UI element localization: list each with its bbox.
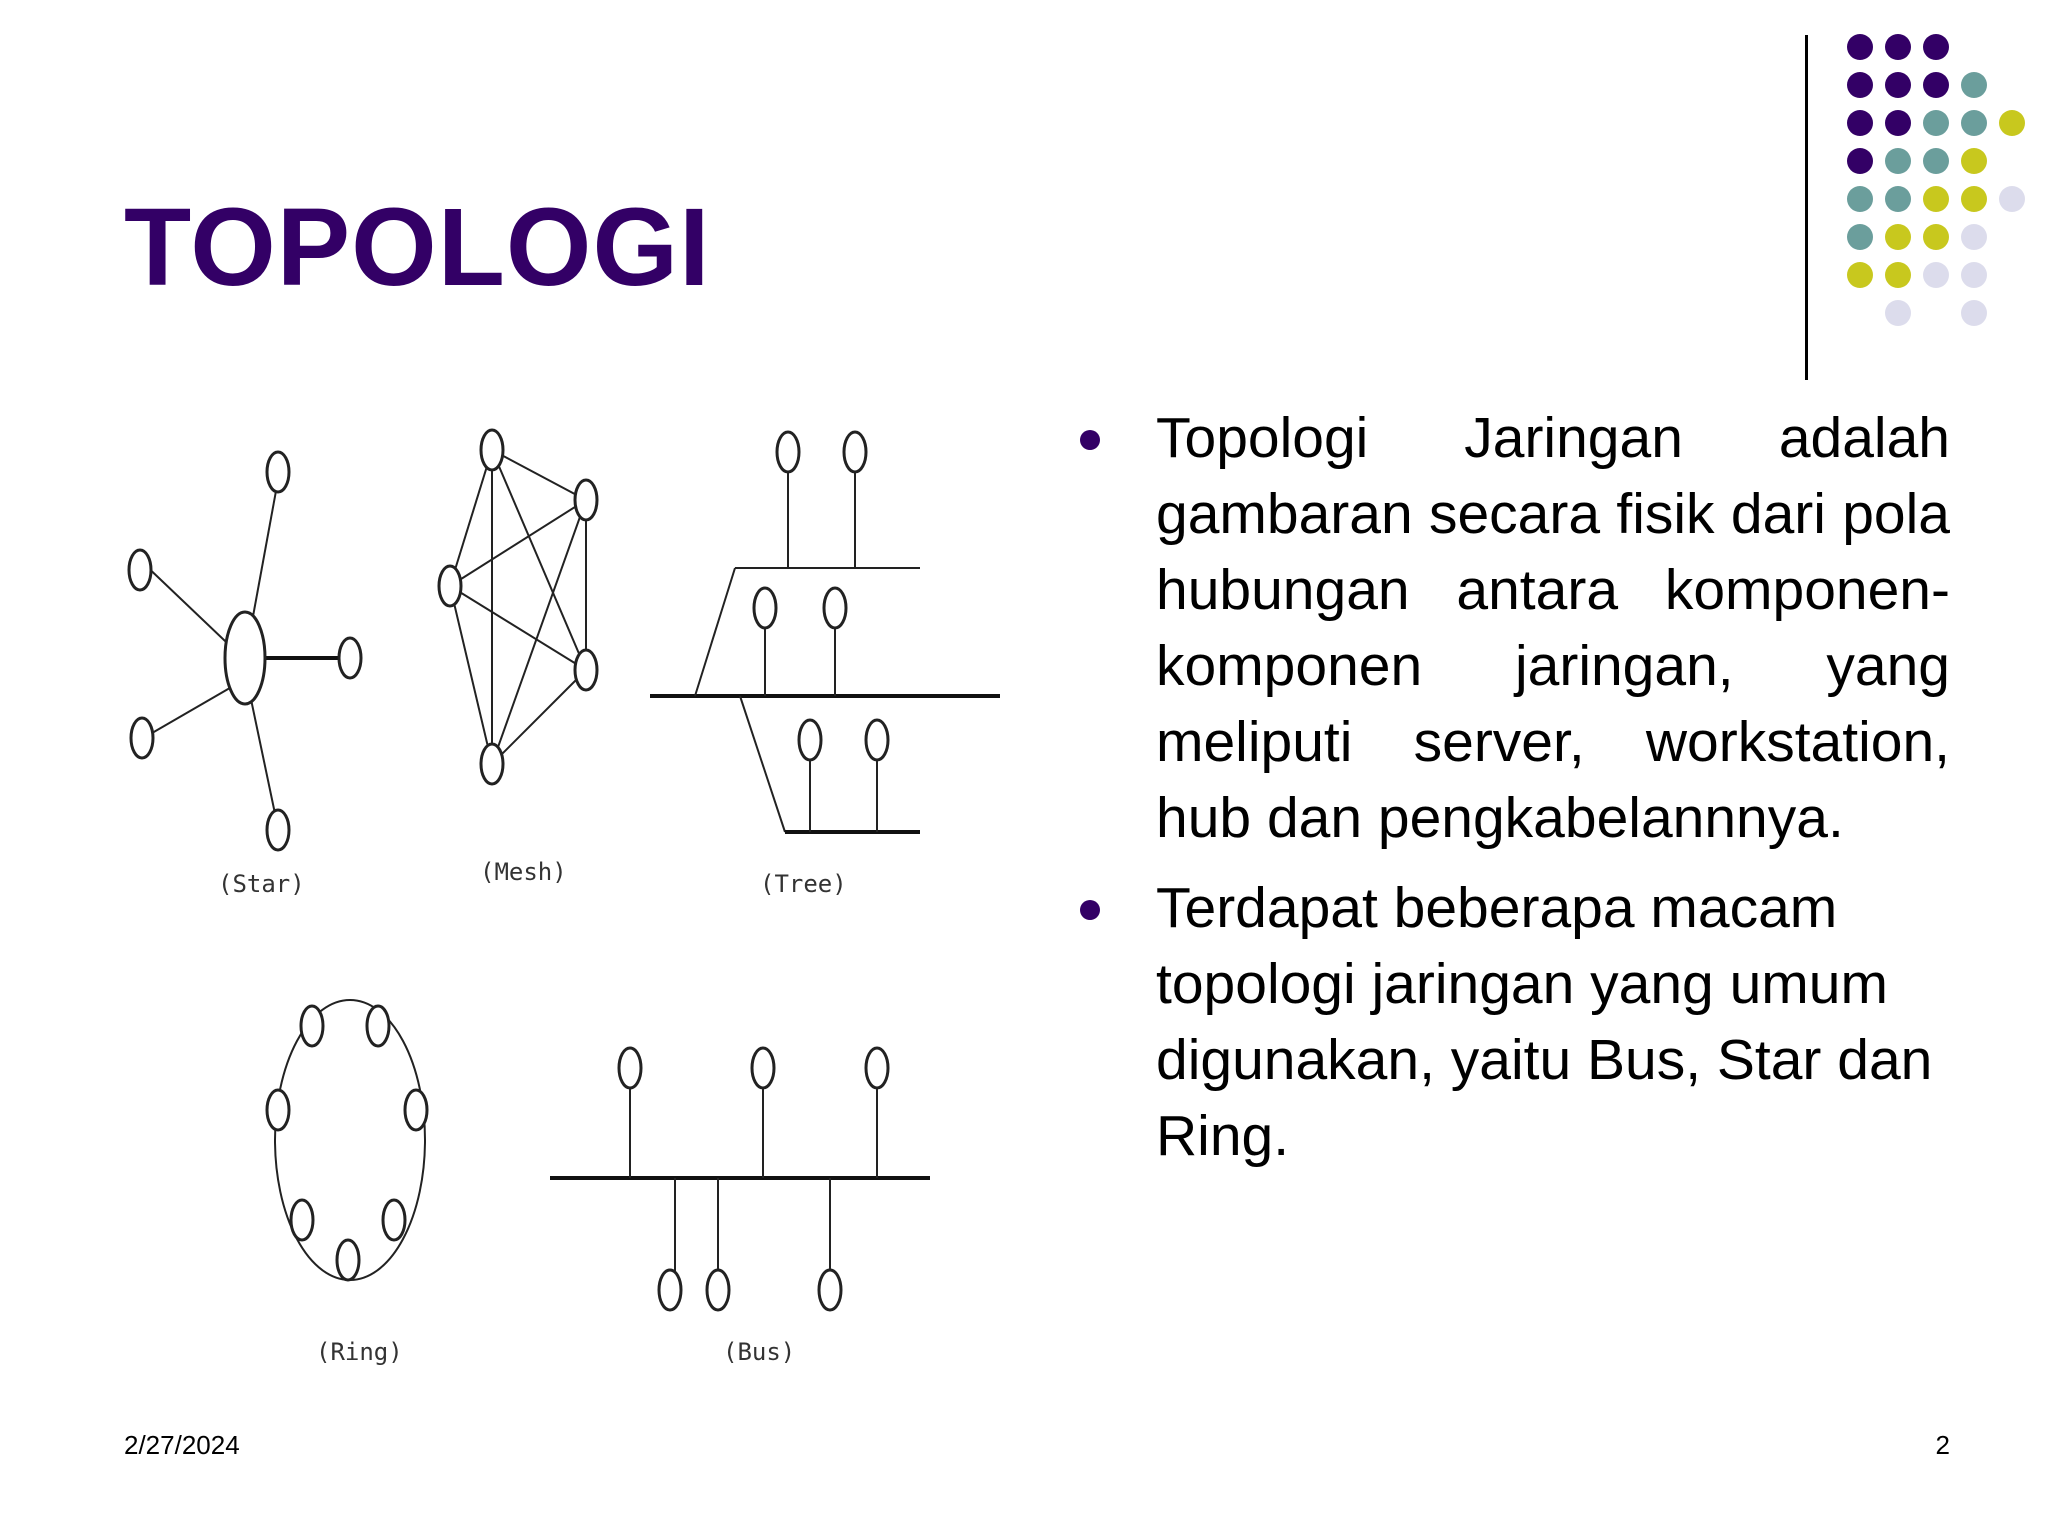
ring-topology xyxy=(267,1000,427,1366)
deco-dot xyxy=(1961,300,1987,326)
deco-dot xyxy=(1847,72,1873,98)
star-node xyxy=(131,718,153,758)
tree-topology xyxy=(650,432,1000,898)
bus-topology xyxy=(550,1048,930,1366)
deco-dot xyxy=(1923,224,1949,250)
star-node xyxy=(129,550,151,590)
ring-node xyxy=(337,1240,359,1280)
deco-dot xyxy=(1961,110,1987,136)
deco-dot xyxy=(1961,148,1987,174)
deco-dot xyxy=(1885,110,1911,136)
tree-node xyxy=(866,720,888,760)
bus-label: (Bus) xyxy=(723,1338,796,1366)
tree-node xyxy=(754,588,776,628)
tree-node xyxy=(777,432,799,472)
mesh-node xyxy=(575,480,597,520)
tree-node xyxy=(799,720,821,760)
bus-node xyxy=(752,1048,774,1088)
deco-dot xyxy=(1847,262,1873,288)
star-hub-node xyxy=(225,612,265,704)
tree-node xyxy=(824,588,846,628)
deco-dot xyxy=(1847,148,1873,174)
deco-dot xyxy=(1847,186,1873,212)
bus-node xyxy=(707,1270,729,1310)
deco-dot xyxy=(1885,186,1911,212)
deco-dot xyxy=(1847,34,1873,60)
deco-dot xyxy=(1885,34,1911,60)
mesh-node xyxy=(481,430,503,470)
bullet-item xyxy=(1080,400,1950,856)
bus-node xyxy=(659,1270,681,1310)
deco-dot xyxy=(1885,148,1911,174)
deco-dot xyxy=(1923,262,1949,288)
slide-title: TOPOLOGI xyxy=(124,186,711,309)
footer-page-number: 2 xyxy=(1935,1430,1950,1460)
mesh-node xyxy=(481,744,503,784)
mesh-node xyxy=(439,566,461,606)
deco-dot xyxy=(1999,110,2025,136)
deco-dot xyxy=(1923,186,1949,212)
bullet-text: Terdapat beberapa macam topologi jaringan yang umum digunakan, yaitu Bus, Star dan Ring. xyxy=(1156,876,1933,1168)
deco-dot xyxy=(1961,262,1987,288)
deco-dot xyxy=(1885,72,1911,98)
star-label: (Star) xyxy=(218,870,305,898)
ring-label: (Ring) xyxy=(316,1338,403,1366)
deco-dot xyxy=(1923,34,1949,60)
ring-node xyxy=(367,1006,389,1046)
star-node xyxy=(339,638,361,678)
mesh-topology xyxy=(439,430,597,886)
ring-node xyxy=(405,1090,427,1130)
deco-dot xyxy=(1885,300,1911,326)
deco-dot xyxy=(1847,110,1873,136)
deco-dot xyxy=(1923,72,1949,98)
topology-diagrams xyxy=(120,420,1020,1380)
deco-dot xyxy=(1885,262,1911,288)
title-divider-line xyxy=(1805,35,1808,380)
bus-node xyxy=(619,1048,641,1088)
bullet-dot-icon xyxy=(1080,430,1100,450)
star-topology xyxy=(129,452,361,898)
ring-node xyxy=(291,1200,313,1240)
deco-dot xyxy=(1923,148,1949,174)
deco-dot xyxy=(1885,224,1911,250)
deco-dot xyxy=(1961,186,1987,212)
deco-dot xyxy=(1847,224,1873,250)
ring-node xyxy=(301,1006,323,1046)
bus-node xyxy=(819,1270,841,1310)
bullet-text: Topologi Jaringan adalah gambaran secara fisik dari pola hubungan antara komponen-komponen jaringan, yang meliputi server, workstation, hub dan pengkabelannnya. xyxy=(1156,406,1950,850)
mesh-node xyxy=(575,650,597,690)
star-node xyxy=(267,810,289,850)
ring-node xyxy=(383,1200,405,1240)
deco-dot xyxy=(1923,110,1949,136)
bullet-list xyxy=(1080,400,1950,1188)
deco-dot xyxy=(1999,186,2025,212)
bullet-dot-icon xyxy=(1080,900,1100,920)
tree-label: (Tree) xyxy=(760,870,847,898)
star-node xyxy=(267,452,289,492)
tree-node xyxy=(844,432,866,472)
bus-node xyxy=(866,1048,888,1088)
bullet-item xyxy=(1080,870,1950,1174)
ring-node xyxy=(267,1090,289,1130)
deco-dot xyxy=(1961,224,1987,250)
footer-date: 2/27/2024 xyxy=(124,1430,240,1460)
mesh-label: (Mesh) xyxy=(480,858,567,886)
deco-dot xyxy=(1961,72,1987,98)
decorative-dot-grid xyxy=(1840,30,2040,340)
